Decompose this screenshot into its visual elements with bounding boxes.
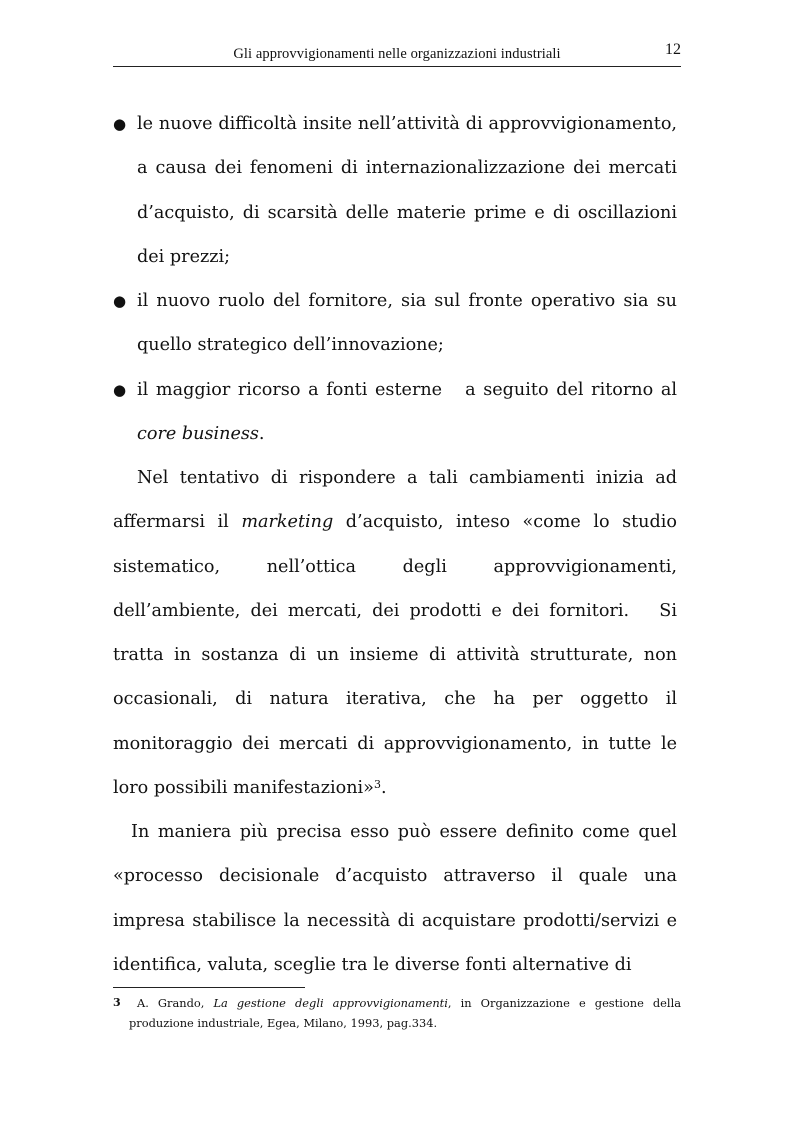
- list-item-text: il nuovo ruolo del fornitore, sia sul fronte operativo sia su quello strategico dell’innovazione;: [137, 291, 677, 356]
- footnote-number: 3: [113, 996, 121, 1009]
- list-item-text-end: .: [258, 423, 265, 444]
- footnote-reference[interactable]: 3: [373, 777, 381, 791]
- paragraph-text-cont: d’acquisto, inteso «come lo studio sistematico, nell’ottica degli approvvigionamenti, dell’ambiente, dei mercati, dei prodotti e dei fornitori. Si tratta in sostanza di un insieme di attività strutturate, non occasionali, di natura iterativa, che ha per oggetto il monitoraggio dei mercati di approvvigionamento, in tutte le loro possibili manifestazioni»: [113, 512, 683, 798]
- footnote-author: A. Grando,: [137, 996, 214, 1010]
- list-item: [113, 368, 683, 457]
- list-item: [113, 102, 677, 279]
- paragraph-definition: [113, 810, 677, 987]
- footnote-rest: , in Organizzazione e gestione della produzione industriale, Egea, Milano, 1993, pag.334.: [129, 996, 681, 1030]
- paragraph-text: In maniera più precisa esso può essere definito come quel «processo decisionale d’acquisto attraverso il quale una impresa stabilisce la necessità di acquistare prodotti/servizi e identifica, valuta, sceglie tra le diverse fonti alternative di: [113, 822, 677, 975]
- header-title: Gli approvvigionamenti nelle organizzazioni industriali: [233, 46, 561, 62]
- paragraph-italic: marketing: [241, 512, 334, 533]
- bullet-icon: ●: [113, 292, 127, 310]
- paragraph-text: Nel tentativo di rispondere a tali cambiamenti inizia ad affermarsi il: [113, 468, 677, 533]
- footnote-divider: [113, 987, 305, 988]
- bullet-list: [113, 102, 683, 456]
- footnote-text: [113, 993, 681, 1033]
- running-header: [113, 40, 681, 67]
- paragraph-marketing: [113, 456, 683, 810]
- list-item-text: il maggior ricorso a fonti esterne a seguito del ritorno al: [137, 379, 683, 400]
- list-item: [113, 279, 677, 368]
- list-item-italic: core business: [137, 423, 259, 444]
- footnote-book-title: La gestione degli approvvigionamenti: [213, 996, 448, 1010]
- list-item-text: le nuove difficoltà insite nell’attività di approvvigionamento, a causa dei fenomeni di internazionalizzazione dei mercati d’acquisto, di scarsità delle materie prime e di oscillazioni dei prezzi;: [137, 114, 677, 267]
- paragraph-text-end: .: [380, 777, 387, 798]
- bullet-icon: ●: [113, 115, 127, 133]
- footnote: [113, 993, 681, 1033]
- page-number: 12: [665, 41, 681, 58]
- bullet-icon: ●: [113, 380, 127, 399]
- body-text: [113, 102, 683, 987]
